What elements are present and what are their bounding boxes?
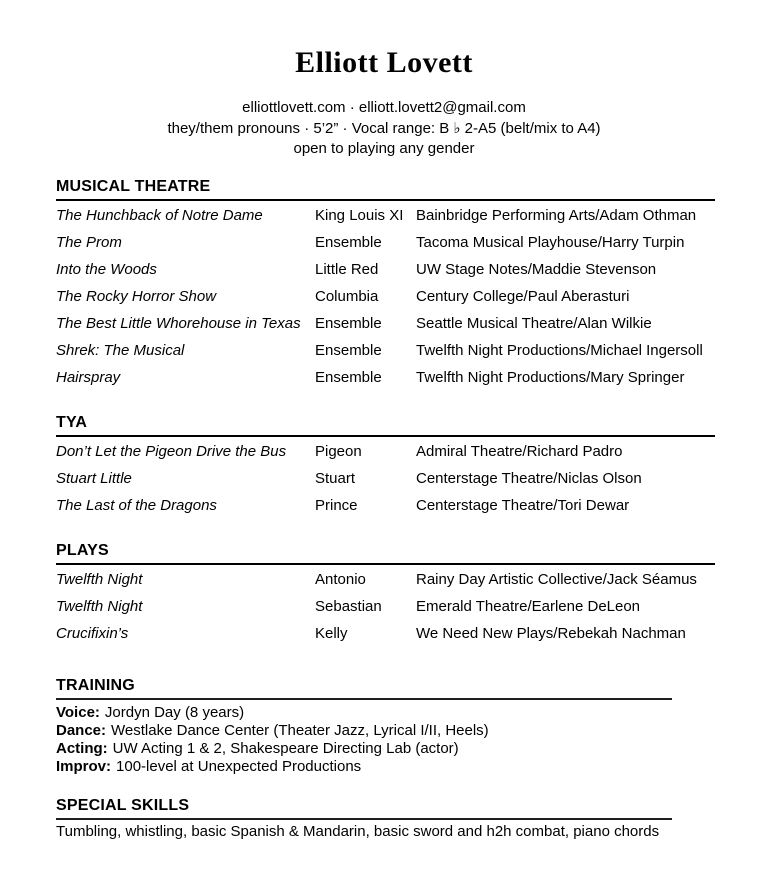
credits-table: [56, 438, 715, 519]
show-title: Twelfth Night: [56, 597, 143, 615]
company-director: Seattle Musical Theatre/Alan Wilkie: [416, 314, 652, 332]
section-rule: [56, 199, 715, 201]
credits-table: [56, 566, 715, 647]
training-item: [56, 758, 672, 776]
company-director: UW Stage Notes/Maddie Stevenson: [416, 260, 657, 278]
table-row: [56, 256, 715, 283]
table-row: [56, 310, 715, 337]
section-musical-theatre: [56, 177, 715, 391]
role: Antonio: [315, 570, 366, 588]
company-director: Twelfth Night Productions/Mary Springer: [416, 368, 685, 386]
show-title: The Best Little Whorehouse in Texas: [56, 314, 301, 332]
company-director: We Need New Plays/Rebekah Nachman: [416, 624, 686, 642]
role: Sebastian: [315, 597, 382, 615]
company-director: Rainy Day Artistic Collective/Jack Séamus: [416, 570, 697, 588]
table-row: [56, 465, 715, 492]
section-tya: [56, 413, 715, 519]
show-title: Hairspray: [56, 368, 121, 386]
page-title: Elliott Lovett: [295, 46, 473, 79]
table-row: [56, 364, 715, 391]
section-plays: [56, 541, 715, 647]
table-row: [56, 620, 715, 647]
training-value: UW Acting 1 & 2, Shakespeare Directing Lab (actor): [112, 739, 459, 757]
training-list: [56, 704, 672, 777]
role: Ensemble: [315, 314, 382, 332]
section-rule: [56, 435, 715, 437]
show-title: Stuart Little: [56, 469, 132, 487]
section-heading-plays: PLAYS: [56, 541, 109, 559]
training-label: Dance:: [56, 721, 107, 739]
table-row: [56, 593, 715, 620]
table-row: [56, 202, 715, 229]
training-item: [56, 722, 672, 740]
role: Stuart: [315, 469, 356, 487]
special-skills-text: Tumbling, whistling, basic Spanish & Mandarin, basic sword and h2h combat, piano chords: [56, 823, 660, 841]
table-row: [56, 438, 715, 465]
show-title: The Last of the Dragons: [56, 496, 217, 514]
company-director: Admiral Theatre/Richard Padro: [416, 442, 623, 460]
table-row: [56, 229, 715, 256]
show-title: Shrek: The Musical: [56, 341, 185, 359]
table-row: [56, 492, 715, 519]
show-title: Crucifixin’s: [56, 624, 129, 642]
company-director: Emerald Theatre/Earlene DeLeon: [416, 597, 641, 615]
show-title: Twelfth Night: [56, 570, 143, 588]
role: Ensemble: [315, 368, 382, 386]
table-row: [56, 337, 715, 364]
company-director: Century College/Paul Aberasturi: [416, 287, 630, 305]
section-rule: [56, 563, 715, 565]
role: Little Red: [315, 260, 379, 278]
section-rule: [56, 818, 672, 820]
section-heading-tya: TYA: [56, 413, 88, 431]
training-label: Voice:: [56, 703, 100, 721]
role: Ensemble: [315, 341, 382, 359]
role: Columbia: [315, 287, 379, 305]
section-training: [56, 676, 672, 777]
credits-table: [56, 202, 715, 391]
show-title: Into the Woods: [56, 260, 157, 278]
training-value: Jordyn Day (8 years): [104, 703, 245, 721]
company-director: Centerstage Theatre/Niclas Olson: [416, 469, 642, 487]
show-title: The Hunchback of Notre Dame: [56, 206, 263, 224]
company-director: Bainbridge Performing Arts/Adam Othman: [416, 206, 697, 224]
training-item: [56, 740, 672, 758]
company-director: Centerstage Theatre/Tori Dewar: [416, 496, 630, 514]
contact-info: [0, 98, 768, 160]
training-item: [56, 704, 672, 722]
contact-website-email: elliottlovett.com · elliott.lovett2@gmail.com: [242, 99, 526, 116]
section-heading-training: TRAINING: [56, 676, 135, 694]
training-label: Acting:: [56, 739, 108, 757]
section-special-skills: [56, 796, 672, 841]
training-value: Westlake Dance Center (Theater Jazz, Lyrical I/II, Heels): [111, 721, 489, 739]
table-row: [56, 283, 715, 310]
role: Kelly: [315, 624, 348, 642]
show-title: Don’t Let the Pigeon Drive the Bus: [56, 442, 287, 460]
show-title: The Rocky Horror Show: [56, 287, 217, 305]
show-title: The Prom: [56, 233, 122, 251]
section-heading-musical-theatre: MUSICAL THEATRE: [56, 177, 211, 195]
training-value: 100-level at Unexpected Productions: [116, 758, 362, 776]
company-director: Tacoma Musical Playhouse/Harry Turpin: [416, 233, 685, 251]
role: King Louis XI: [315, 206, 404, 224]
table-row: [56, 566, 715, 593]
role: Pigeon: [315, 442, 362, 460]
contact-gender-note: open to playing any gender: [293, 140, 475, 157]
section-rule: [56, 698, 672, 700]
company-director: Twelfth Night Productions/Michael Ingersoll: [416, 341, 703, 359]
training-label: Improv:: [56, 758, 112, 776]
section-heading-special-skills: SPECIAL SKILLS: [56, 797, 190, 815]
role: Prince: [315, 496, 358, 514]
role: Ensemble: [315, 233, 382, 251]
contact-pronouns-stats: they/them pronouns · 5’2” · Vocal range: B ♭ 2-A5 (belt/mix to A4): [167, 119, 601, 137]
